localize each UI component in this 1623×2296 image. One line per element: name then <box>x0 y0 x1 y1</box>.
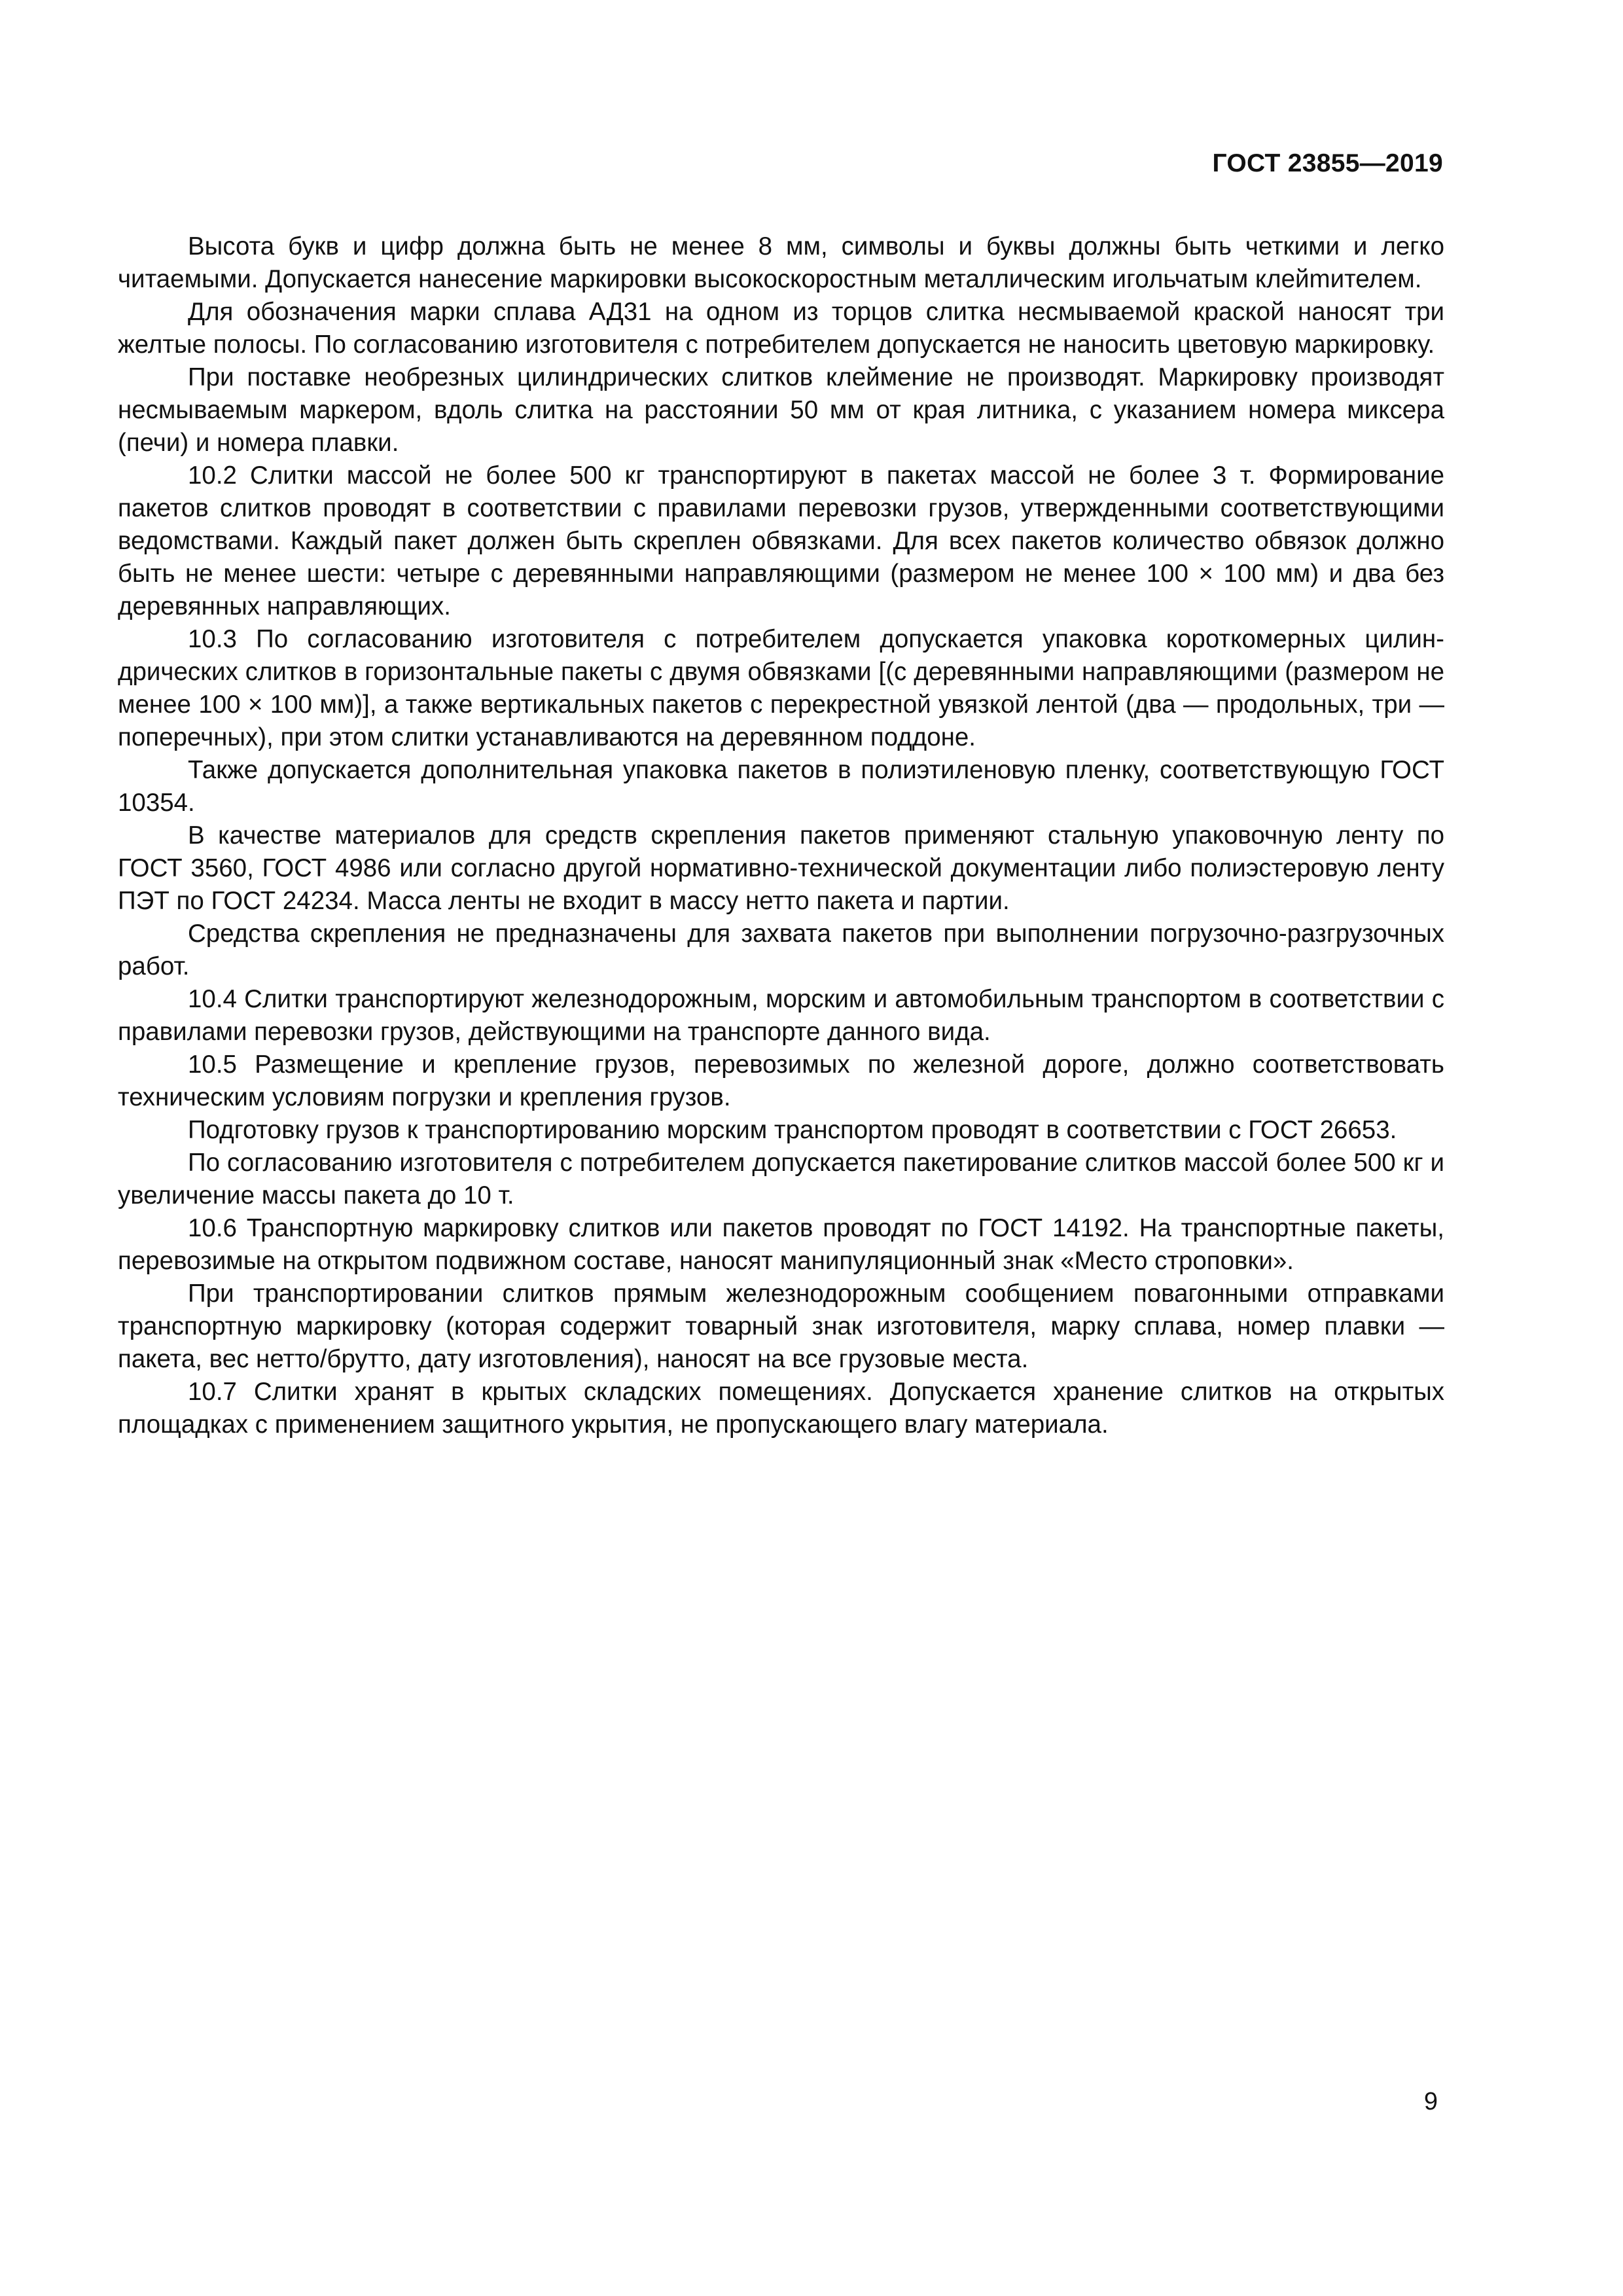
paragraph-sea-transport: Подготовку грузов к транспортированию морским транспортом проводят в соответствии с ГОСТ 26653. <box>188 1116 1397 1144</box>
paragraph-10-3: 10.3 По согласованию изготовителя с потребителем допускается упаковка короткомерных цилиндрических слитков в горизонтальные пакеты с двумя обвязками [(с деревянными направляющими (размером не менее 100 × 100 мм)], а также вертикальных пакетов с перекрестной увязкой лентой (два — продольных, три — поперечных), при этом слитки устанавливаются на деревянном поддоне. <box>118 625 1444 751</box>
paragraph-10-4: 10.4 Слитки транспортируют железнодорожным, морским и автомобильным транспортом в соответствии с правилами перевозки грузов, действующими на транспорте данного вида. <box>118 985 1444 1046</box>
paragraph-untrimmed-ingots: При поставке необрезных цилиндрических слитков клеймение не производят. Маркировку производят несмываемым маркером, вдоль слитка на расстоянии 50 мм от края литника, с указанием номера миксера (печи) и номера плавки. <box>118 363 1444 457</box>
paragraph-10-6: 10.6 Транспортную маркировку слитков или пакетов проводят по ГОСТ 14192. На транспортные пакеты, перевозимые на открытом подвижном составе, наносят манипуляционный знак «Место строповки». <box>118 1214 1444 1275</box>
page-number: 9 <box>1423 2088 1438 2115</box>
paragraph-packaging-over-500kg: По согласованию изготовителя с потребителем допускается пакетирование слитков массой более 500 кг и увеличение массы пакета до 10 т. <box>118 1149 1444 1210</box>
paragraph-strapping-materials: В качестве материалов для средств скрепления пакетов применяют стальную упаковочную ленту по ГОСТ 3560, ГОСТ 4986 или согласно другой нормативно-технической документации либо полиэстеровую ленту ПЭТ по ГОСТ 24234. Масса ленты не входит в массу нетто пакета и партии. <box>118 821 1444 915</box>
standard-header: ГОСТ 23855—2019 <box>1212 149 1443 177</box>
paragraph-marking-height: Высота букв и цифр должна быть не менее 8 мм, символы и буквы должны быть четкими и легко читаемыми. Допускается нанесение маркировки высокоскоростным металлическим игольчатым клейmителем. <box>118 232 1444 293</box>
paragraph-polyethylene-wrap: Также допускается дополнительная упаковка пакетов в полиэтиленовую пленку, соответствующую ГОСТ 10354. <box>118 756 1444 817</box>
paragraph-strapping-not-for-lifting: Средства скрепления не предназначены для захвата пакетов при выполнении погрузочно-разгрузочных работ. <box>118 920 1444 980</box>
paragraph-10-5: 10.5 Размещение и крепление грузов, перевозимых по железной дороге, должно соответствовать техническим условиям погрузки и крепления грузов. <box>118 1050 1444 1111</box>
paragraph-10-7: 10.7 Слитки хранят в крытых складских помещениях. Допускается хранение слитков на открытых площадках с применением защитного укрытия, не пропускающего влагу материала. <box>118 1378 1444 1439</box>
paragraph-10-2: 10.2 Слитки массой не более 500 кг транспортируют в пакетах массой не более 3 т. Формирование пакетов слитков проводят в соответствии с правилами перевозки грузов, утвержденными соответствующими ведомствами. Каждый пакет должен быть скреплен обвязками. Для всех пакетов количество обвязок должно быть не менее шести: четыре с деревянными направляющими (размером не менее 100 × 100 мм) и два без деревянных направляющих. <box>118 461 1444 620</box>
document-body <box>118 230 1444 1441</box>
paragraph-alloy-marking: Для обозначения марки сплава АД31 на одном из торцов слитка несмываемой краской наносят три желтые полосы. По согласованию изготовителя с потребителем допускается не наносить цветовую маркировку. <box>118 298 1444 359</box>
paragraph-rail-shipments: При транспортировании слитков прямым железнодорожным сообщением повагонными отправками транспортную маркировку (которая содержит товарный знак изготовителя, марку сплава, номер плавки — пакета, вес нетто/брутто, дату изготовления), наносят на все грузовые места. <box>118 1280 1444 1373</box>
